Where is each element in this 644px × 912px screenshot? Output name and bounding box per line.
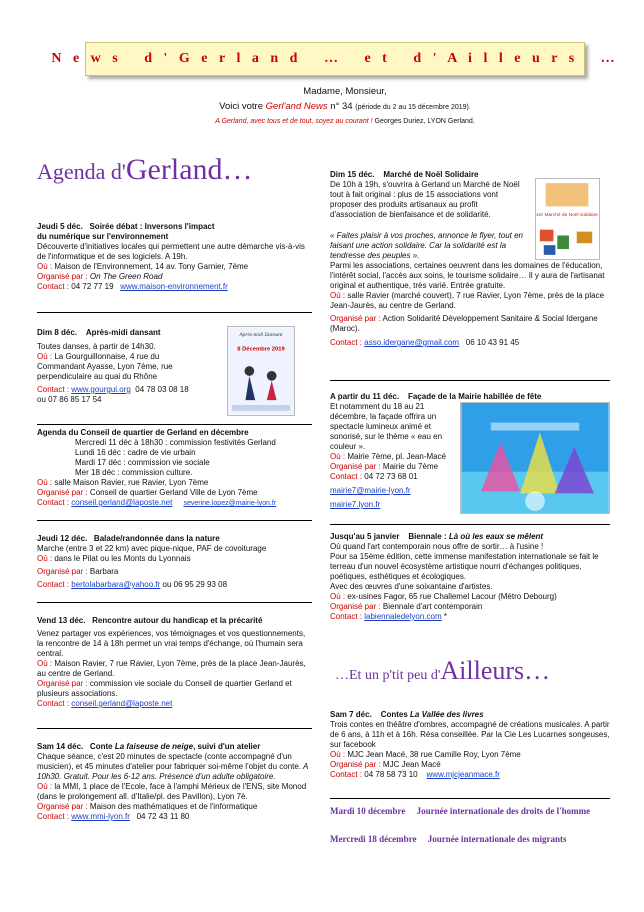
event-christmas-market-details: « Faites plaisir à vos proches, annonce le flyer, tout en faisant une action solidaire. Car la solidarité est la tendresse des peuples ». Parmi les associations, certaines oeuvrent dans les domaines de l'éducation, l'intérêt social, l'accès aux soins, le tourisme solidaire… Il y aura de l'artisanat original et authentique, très varié. Entrée gratuite. Où : salle Ravier (marché couvert), 7 rue Ravier, Lyon 7ème, près de la place Jean-Jaurès, au centre de Gerland. Organisé par : Action Solidarité Développement Sanitaire & Social Idergane (Maroc). Contact : asso.idergane@gmail.com 06 10 43 91 45 [330, 231, 605, 347]
agenda-column [37, 153, 312, 860]
link-conseil-gerland[interactable]: conseil.gerland@laposte.net [71, 498, 173, 507]
mairie-facade-image [460, 402, 610, 514]
international-day-human-rights: Mardi 10 décembre Journée internationale des droits de l'homme [330, 806, 591, 816]
link-mairie7-email[interactable]: mairie7@mairie-lyon.fr [330, 486, 411, 495]
link-mmi[interactable]: www.mmi-lyon.fr [71, 812, 130, 821]
market-flyer-title: 1er Marché de Noël solidaire [536, 213, 598, 219]
link-mairie7-site[interactable]: mairie7.lyon.fr [330, 500, 381, 509]
divider [37, 312, 312, 313]
event-biennale: Jusqu'au 5 janvier Biennale : Là où les eaux se mêlent Où quand l'art contemporain nous offre de sortir… à l'usine ! Pour sa 15ème édition, cette immense manifestation internationale se fait le terreau d'un nouvel écosystème artistique nourri d'échanges politiques, poétiques, esthétiques et écologiques. Avec des œuvres d'une soixantaine d'artistes. Où : ex-usines Fagor, 65 rue Challemel Lacour (Métro Debourg) Organisé par : Biennale d'art contemporain Contact : labiennaledelyon.com * [330, 532, 599, 621]
link-asso-idergane[interactable]: asso.idergane@gmail.com [364, 338, 460, 347]
dance-flyer-image [227, 326, 295, 416]
event-mairie-facade: A partir du 11 déc. Façade de la Mairie habillée de fête Et notamment du 18 au 21 décembre, la façade offrira un spectacle lumineux animé et sonorisé, sur le thème « eau en couleur ». Où : Mairie 7ème, pl. Jean-Macé Organisé par : Mairie du 7ème Contact : 04 72 73 68 01 mairie7@mairie-lyon.fr mairie7.lyon.fr [330, 392, 542, 509]
event-conseil-quartier: Agenda du Conseil de quartier de Gerland en décembre Mercredi 11 déc à 18h30 : commission festivités Gerland Lundi 16 déc : cadre de vie urbain Mardi 17 déc : commission vie sociale Mer 18 déc : commission culture. Où : salle Maison Ravier, rue Ravier, Lyon 7ème Organisé par : Conseil de quartier Gerland Ville de Lyon 7ème Contact : conseil.gerland@laposte.net severine.lopez@mairie-lyon.fr [37, 428, 277, 507]
event-handicap-meeting: Vend 13 déc. Rencontre autour du handicap et la précarité Venez partager vos expériences, vos témoignages et vos questionnements, la rencontre de 14 à 18h permet un vrai temps d'échange, où l'humain sera central. Où : Maison Ravier, 7 rue Ravier, Lyon 7ème, près de la place Jean-Jaurès, au centre de Gerland. Organisé par : commission vie sociale du Conseil de quartier Gerland et plusieurs associations. Contact : conseil.gerland@laposte.net [37, 616, 306, 708]
event-contes-vallee: Sam 7 déc. Contes La Vallée des livres Trois contes en théâtre d'ombres, accompagné de créations musicales. A partir de 6 ans, à 11h et à 16h. Résa conseillée. Par la Cie Les Lucarnes songeuses, sur facebook Où : MJC Jean Macé, 38 rue Camille Roy, Lyon 7ème Organisé par : MJC Jean Macé Contact : 04 78 58 73 10 www.mjcjeanmace.fr [330, 710, 610, 779]
divider [330, 798, 610, 799]
christmas-market-flyer-image [535, 178, 600, 260]
link-gourgui[interactable]: www.gourgui.org [71, 385, 131, 394]
event-environment-debate: Jeudi 5 déc. Soirée débat : Inversons l'impact du numérique sur l'environnement Découverte d'initiatives locales qui permettent une autre démarche vis-à-vis de l'informatique et de ses logiciels. A 19h. Où : Maison de l'Environnement, 14 av. Tony Garnier, 7ème Organisé par : On The Green Road Contact : 04 72 77 19 www.maison-environnement.fr [37, 222, 305, 291]
intro-line: Voici votre Gerl'and News n° 34 (période du 2 au 15 décembre 2019). [219, 101, 471, 112]
link-maison-environnement[interactable]: www.maison-environnement.fr [120, 282, 228, 291]
greeting: Madame, Monsieur, [303, 86, 387, 97]
divider [37, 602, 312, 603]
right-column [330, 170, 610, 870]
dance-flyer-title: Après-midi Dansant [239, 332, 283, 339]
event-christmas-market: Dim 15 déc. Marché de Noël Solidaire De 10h à 19h, s'ouvrira à Gerland un Marché de Noël tout à fait original : plus de 15 associations vont proposer des produits artisanaux au profit d'association de bienfaisance et de solidarité. [330, 170, 520, 219]
divider [37, 520, 312, 521]
dance-flyer-date: 8 Décembre 2019 [237, 346, 285, 353]
tagline: A Gerland, avec tous et de tout, soyez au courant ! Georges Duriez, LYON Gerland. [215, 118, 475, 125]
international-day-migrants: Mercredi 18 décembre Journée internationale des migrants [330, 834, 567, 844]
link-severine-lopez[interactable]: severine.lopez@mairie-lyon.fr [183, 500, 277, 507]
agenda-heading: Agenda d'Gerland… [37, 153, 253, 186]
link-conseil-gerland-2[interactable]: conseil.gerland@laposte.net [71, 699, 173, 708]
event-snow-maker-tale: Sam 14 déc. Conte La faiseuse de neige, suivi d'un atelier Chaque séance, c'est 20 minutes de spectacle (conte accompagné d'un musicien), et 45 minutes d'atelier pour fabriquer soi-même l'objet du conte. A 10h30. Gratuit. Pour les 6-12 ans. Présence d'un adulte obligatoire. Où : la MMI, 1 place de l'Ecole, face à l'amphi Mérieux de l'ENS, site Monod (dans le prolongement all. d'Italie/pl. des Pavillon), Lyon 7è. Organisé par : Maison des mathématiques et de l'informatique Contact : www.mmi-lyon.fr 04 72 43 11 80 [37, 742, 309, 821]
divider [330, 380, 610, 381]
event-hiking: Jeudi 12 déc. Balade/randonnée dans la nature Marche (entre 3 et 22 km) avec pique-nique, PAF de covoiturage Où : dans le Pilat ou les Monts du Lyonnais Organisé par : Barbara Contact : bertolabarbara@yahoo.fr ou 06 95 29 93 08 [37, 534, 267, 589]
event-dance-afternoon: Dim 8 déc. Après-midi dansant Toutes danses, à partir de 14h30. Où : La Gourguillonnaise, 4 rue du Commandant Ayasse, Lyon 7ème, rue perpendiculaire au quai du Rhône Contact : www.gourgui.org 04 78 03 08 18 ou 07 86 85 17 54 [37, 328, 189, 404]
link-mjc-jean-mace[interactable]: www.mjcjeanmace.fr [426, 770, 500, 779]
link-bertolabarbara[interactable]: bertolabarbara@yahoo.fr [71, 580, 161, 589]
link-biennale[interactable]: labiennaledelyon.com [364, 612, 442, 621]
divider [37, 424, 312, 425]
divider [330, 524, 610, 525]
banner-title: N e w s d ' G e r l a n d … e t d ' A i l l e u r s … [51, 51, 619, 66]
divider [37, 728, 312, 729]
ailleurs-heading: …Et un p'tit peu d'Ailleurs… [335, 656, 551, 685]
newsletter-banner [51, 42, 619, 76]
